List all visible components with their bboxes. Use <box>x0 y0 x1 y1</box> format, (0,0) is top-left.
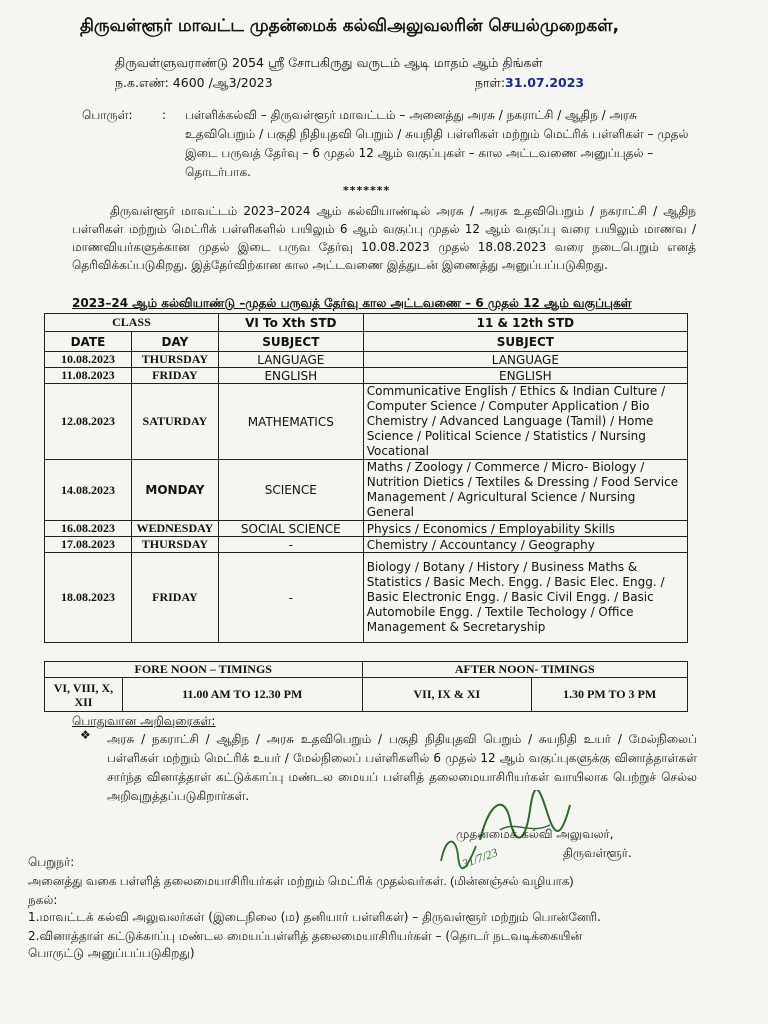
row-subject-vi-x: SCIENCE <box>218 460 363 521</box>
row-subject-11-12: Communicative English / Ethics & Indian Culture / Computer Science / Computer Application / Bio Chemistry / Advanced Language (Tamil) / Home Science / Political Science / Statistics / Nursing Vocational <box>363 384 687 460</box>
table-row <box>45 384 688 460</box>
row-subject-11-12: Biology / Botany / History / Business Maths & Statistics / Basic Mech. Engg. / Basic Elec. Engg. / Basic Electronic Engg. / Basic Civil Engg. / Basic Automobile Engg. / Textile Techology / Office Management & Secretaryship <box>363 553 687 643</box>
signatory-place: திருவள்ளூர். <box>563 846 632 860</box>
row-date: 17.08.2023 <box>45 537 132 553</box>
header-subject-vi-x: SUBJECT <box>218 332 363 352</box>
row-subject-11-12: Physics / Economics / Employability Skills <box>363 521 687 537</box>
header-date: DATE <box>45 332 132 352</box>
forenoon-classes: VI, VIII, X, XII <box>45 678 123 712</box>
table-row <box>45 352 688 368</box>
row-subject-vi-x: MATHEMATICS <box>218 384 363 460</box>
schedule-title: 2023–24 ஆம் கல்வியாண்டு –முதல் பருவத் தேர்வு கால அட்டவணை – 6 முதல் 12 ஆம் வகுப்புகள் <box>72 296 632 310</box>
general-instructions-text: அரசு / நகராட்சி / ஆதிந / அரசு உதவிபெறும் / பகுதி நிதியுதவி பெறும் / சுயநிதி உயர் / மேல்நிலைப் பள்ளிகள் மற்றும் மெட்ரிக் உயர் / மேல்நிலைப் பள்ளிகளில் 6 முதல் 12 ஆம் வகுப்புகளுக்கு வினாத்தாள்கள் சார்ந்த வினாத்தாள் கட்டுக்காப்பு மண்டல மையப் பள்ளித் தலைமையாசிரியர்கள் வாயிலாக பெற்றுச் செல்ல அறிவுறுத்தப்படுகிறார்கள். <box>107 732 697 803</box>
separator-stars: ******* <box>343 184 391 197</box>
row-subject-11-12: ENGLISH <box>363 368 687 384</box>
initial-scribble <box>436 826 526 878</box>
forenoon-time: 11.00 AM TO 12.30 PM <box>122 678 362 712</box>
table-row <box>45 368 688 384</box>
afternoon-classes: VII, IX & XI <box>362 678 532 712</box>
date-value: 31.07.2023 <box>505 75 585 90</box>
row-date: 14.08.2023 <box>45 460 132 521</box>
row-day: FRIDAY <box>131 553 218 643</box>
signatory-designation: முதன்மைக் கல்வி அலுவலர், <box>456 827 614 841</box>
letter-date <box>475 75 584 92</box>
row-subject-11-12: Maths / Zoology / Commerce / Micro- Biology / Nutrition Dietics / Textiles & Dressing / Food Service Management / Agricultural Science / Nursing General <box>363 460 687 521</box>
timings-row <box>45 678 688 712</box>
table-row <box>45 521 688 537</box>
row-date: 16.08.2023 <box>45 521 132 537</box>
copy-line-3: பொருட்டு அனுப்பப்படுகிறது) <box>28 946 195 960</box>
date-label: நாள்: <box>475 75 506 90</box>
body-paragraph: திருவள்ளூர் மாவட்டம் 2023–2024 ஆம் கல்வியாண்டில் அரசு / அரசு உதவிபெறும் / நகராட்சி / ஆதிந பள்ளிகள் மற்றும் மெட்ரிக் பள்ளிகளில் பயிலும் 6 ஆம் வகுப்பு முதல் 12 ஆம் வகுப்பு வரை பயிலும் மாணவ / மாணவியர்களுக்கான முதல் இடை பருவ தேர்வு 10.08.2023 முதல் 18.08.2023 வரை நடைபெறும் எனத் தெரிவிக்கப்படுகிறது. இத்தேர்விற்கான கால அட்டவணை இத்துடன் இணைத்து அனுப்பப்படுகிறது. <box>72 204 696 272</box>
table-subheader-row <box>45 332 688 352</box>
header-class: CLASS <box>45 314 219 332</box>
bullet-icon: ❖ <box>80 728 91 742</box>
row-day: MONDAY <box>131 460 218 521</box>
subject-colon: : <box>162 108 167 122</box>
table-row <box>45 460 688 521</box>
recipients-label: பெறுநர்: <box>28 855 75 869</box>
row-subject-vi-x: - <box>218 553 363 643</box>
row-day: THURSDAY <box>131 352 218 368</box>
header-11-12: 11 & 12th STD <box>363 314 687 332</box>
header-day: DAY <box>131 332 218 352</box>
general-instructions-heading: பொதுவான அறிவுரைகள்: <box>72 714 216 728</box>
recipients-line: அனைத்து வகை பள்ளித் தலைமையாசிரியர்கள் மற்றும் மெட்ரிக் முதல்வர்கள். (மின்னஞ்சல் வழியாக) <box>28 874 574 888</box>
row-subject-11-12: LANGUAGE <box>363 352 687 368</box>
table-row <box>45 537 688 553</box>
row-subject-vi-x: - <box>218 537 363 553</box>
row-subject-vi-x: LANGUAGE <box>218 352 363 368</box>
row-date: 10.08.2023 <box>45 352 132 368</box>
copy-label: நகல்: <box>28 893 58 907</box>
table-row <box>45 553 688 643</box>
table-header-row <box>45 314 688 332</box>
row-day: WEDNESDAY <box>131 521 218 537</box>
header-vi-x: VI To Xth STD <box>218 314 363 332</box>
copy-line-1: 1.மாவட்டக் கல்வி அலுவலர்கள் (இடைநிலை (ம) தனியார் பள்ளிகள்) – திருவள்ளூர் மற்றும் பொன்னேரி. <box>28 910 601 924</box>
initial-date-note: 31/7/23 <box>460 845 500 871</box>
row-subject-vi-x: ENGLISH <box>218 368 363 384</box>
afternoon-heading: AFTER NOON- TIMINGS <box>362 662 688 678</box>
row-subject-11-12: Chemistry / Accountancy / Geography <box>363 537 687 553</box>
row-date: 11.08.2023 <box>45 368 132 384</box>
row-day: FRIDAY <box>131 368 218 384</box>
row-subject-vi-x: SOCIAL SCIENCE <box>218 521 363 537</box>
subject-label: பொருள்: <box>82 108 133 122</box>
row-day: SATURDAY <box>131 384 218 460</box>
forenoon-heading: FORE NOON – TIMINGS <box>45 662 363 678</box>
header-subject-11-12: SUBJECT <box>363 332 687 352</box>
exam-schedule-table <box>44 313 688 643</box>
copy-line-2: 2.வினாத்தாள் கட்டுக்காப்பு மண்டல மையப்பள்ளித் தலைமையாசிரியர்கள் – (தொடர் நடவடிக்கையின் <box>28 929 583 943</box>
row-date: 12.08.2023 <box>45 384 132 460</box>
timings-header-row <box>45 662 688 678</box>
reference-number: ந.க.எண்: 4600 /ஆ3/2023 <box>115 75 273 90</box>
subject-text: பள்ளிக்கல்வி – திருவள்ளூர் மாவட்டம் – அனைத்து அரசு / நகராட்சி / ஆதிந / அரசு உதவிபெறும் / பகுதி நிதியுதவி பெறும் / சுயநிதி பள்ளிகள் மற்றும் மெட்ரிக் பள்ளிகள் – முதல் இடை பருவத் தேர்வு – 6 முதல் 12 ஆம் வகுப்புகள் – கால அட்டவணை அனுப்புதல் – தொடர்பாக. <box>185 108 689 179</box>
letter-title: திருவள்ளூர் மாவட்ட முதன்மைக் கல்விஅலுவலரின் செயல்முறைகள், <box>80 16 620 36</box>
year-line: திருவள்ளுவராண்டு 2054 ஸ்ரீ சோபகிருது வருடம் ஆடி மாதம் ஆம் திங்கள் <box>115 55 543 70</box>
timings-table <box>44 661 688 712</box>
afternoon-time: 1.30 PM TO 3 PM <box>532 678 688 712</box>
row-date: 18.08.2023 <box>45 553 132 643</box>
row-day: THURSDAY <box>131 537 218 553</box>
